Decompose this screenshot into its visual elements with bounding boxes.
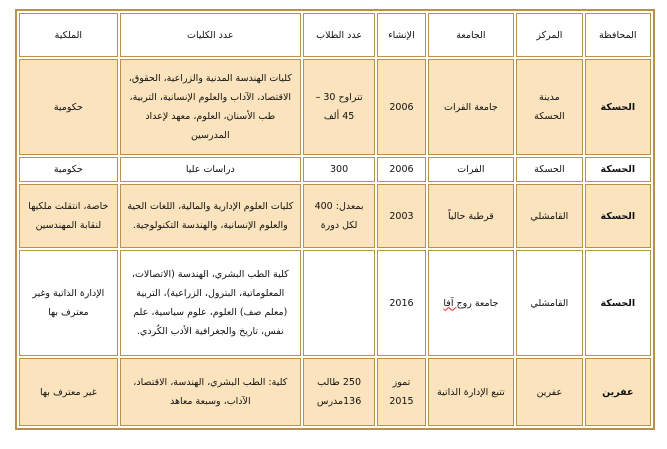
cell-colleges: كليات الهندسة المدنية والزراعية، الحقوق، الاقتصاد، الآداب والعلوم الإنسانية، التربية، طب الأسنان، العلوم، معهد لإعداد المدرسين [120,59,301,155]
cell-established: 2006 [377,59,425,155]
cell-colleges: كلية الطب البشري، الهندسة (الاتصالات، المعلوماتية، البترول، الزراعية)، التربية (معلم صف) العلوم، علوم سياسية، علم نفس، تاريخ والجغرافية الأدب الكُردي. [120,250,301,356]
cell-ownership: حكومية [19,157,118,182]
university-prefix: جامعة [471,297,499,309]
cell-established: 2003 [377,184,425,248]
cell-students: 300 [303,157,375,182]
cell-center: الحسكة [516,157,582,182]
header-center: المركز [516,13,582,57]
header-established: الإنشاء [377,13,425,57]
cell-students [303,358,375,426]
cell-university: قرطبة حالياً [428,184,515,248]
table-row [19,184,651,248]
cell-center: القامشلي [516,250,582,356]
table-row [19,250,651,356]
cell-university [428,250,515,356]
header-ownership: الملكية [19,13,118,57]
header-colleges: عدد الكليات [120,13,301,57]
cell-university: جامعة الفرات [428,59,515,155]
table-row [19,358,651,426]
cell-university: تتبع الإدارة الذاتية [428,358,515,426]
cell-colleges: كلية: الطب البشري، الهندسة، الاقتصاد، الآداب، وسبعة معاهد [120,358,301,426]
cell-established: 2006 [377,157,425,182]
cell-ownership: الإدارة الذاتية وغير معترف بها [19,250,118,356]
cell-ownership: غير معترف بها [19,358,118,426]
cell-center: القامشلي [516,184,582,248]
cell-established: تموز 2015 [377,358,425,426]
cell-established: 2016 [377,250,425,356]
table-row [19,157,651,182]
cell-center: مدينة الحسكة [516,59,582,155]
cell-students: بمعدل: 400 لكل دورة [303,184,375,248]
students-count: 250 طالب [317,377,361,388]
header-university: الجامعة [428,13,515,57]
cell-ownership: حكومية [19,59,118,155]
cell-colleges: دراسات عليا [120,157,301,182]
table-row [19,59,651,155]
cell-center: عفرين [516,358,582,426]
cell-ownership: خاصة، انتقلت ملكيها لنقابة المهندسين [19,184,118,248]
cell-governorate: الحسكة [585,184,651,248]
header-row [19,13,651,57]
cell-governorate: الحسكة [585,59,651,155]
university-name-misspelled: روج آفا [443,297,472,309]
cell-governorate: الحسكة [585,250,651,356]
cell-governorate: الحسكة [585,157,651,182]
universities-table [15,9,655,430]
cell-students [303,250,375,356]
header-students: عدد الطلاب [303,13,375,57]
header-governorate: المحافظة [585,13,651,57]
cell-university: الفرات [428,157,515,182]
cell-students: تتراوح 30 – 45 ألف [303,59,375,155]
cell-governorate: عفرين [585,358,651,426]
cell-colleges: كليات العلوم الإدارية والمالية، اللغات الحية والعلوم الإنسانية، والهندسة التكنولوجية. [120,184,301,248]
teachers-count: 136مدرس [316,396,362,407]
